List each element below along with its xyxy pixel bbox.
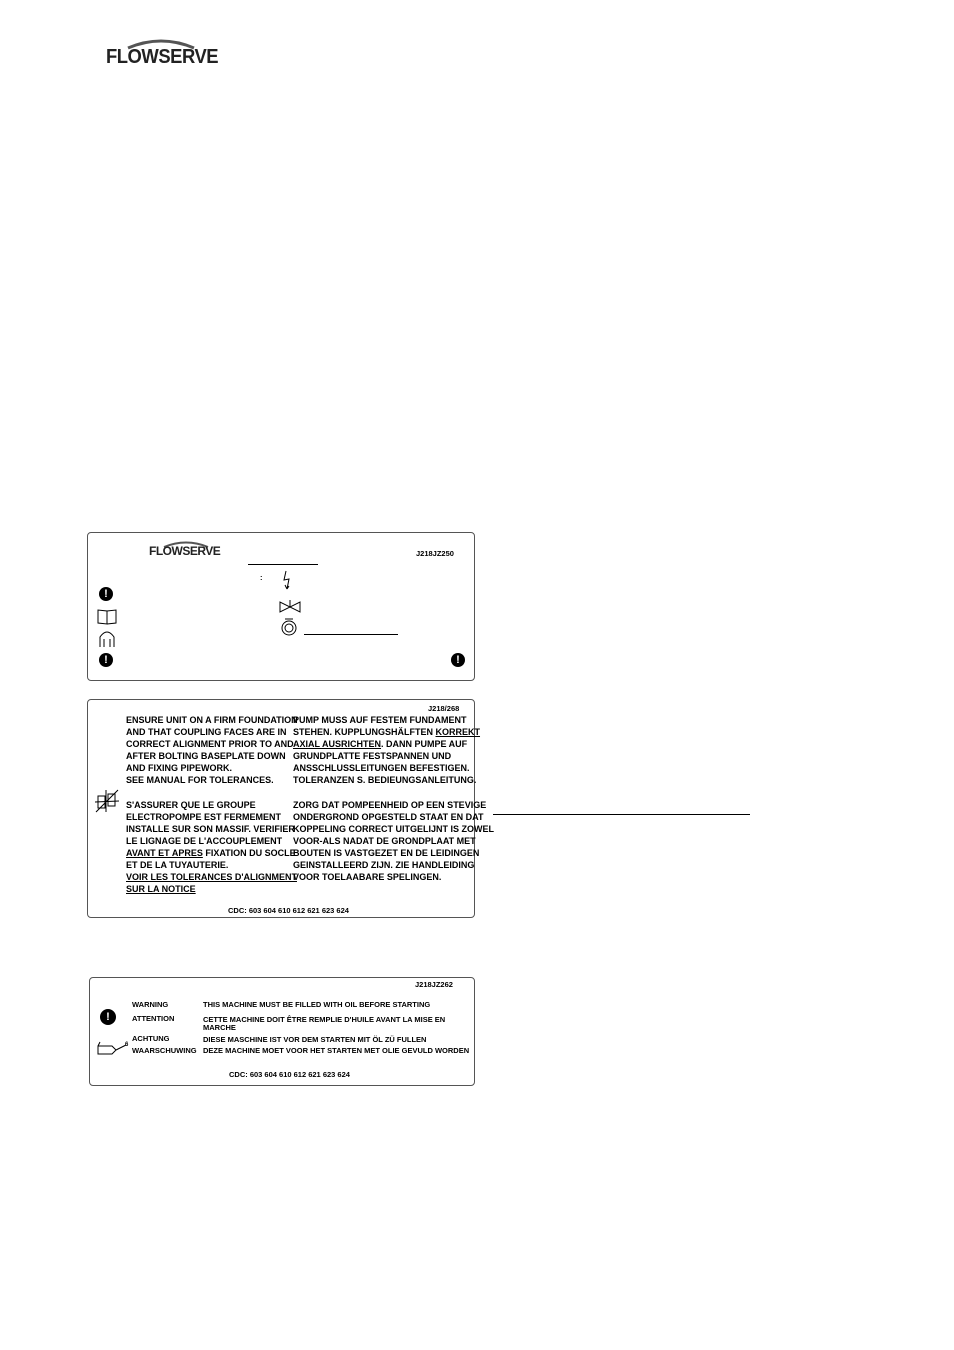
flowserve-logo — [106, 36, 219, 80]
plate-logo-text: FLOWSERVE — [149, 544, 221, 558]
warning-exclamation-icon: ! — [99, 587, 113, 601]
coupling-alignment-icon — [94, 788, 120, 814]
fr-text: FIXATION DU SOCLE — [202, 848, 296, 858]
plate-code: J218JZ262 — [415, 980, 453, 989]
colon-mark: : — [260, 573, 263, 582]
logo-text: FLOWSERVE — [106, 46, 219, 68]
de-line: GRUNDPLATTE FESTSPANNEN UND — [293, 751, 452, 761]
plate-code: J218JZ250 — [416, 549, 454, 558]
warning-exclamation-icon-right: ! — [451, 653, 465, 667]
blank-line-gauge — [304, 634, 398, 635]
waarschuwing-text: DEZE MACHINE MOET VOOR HET STARTEN MET OLIE GEVULD WORDEN — [203, 1046, 470, 1055]
waarschuwing-label: WAARSCHUWING — [132, 1046, 197, 1055]
fr-line: ELECTROPOMPE EST FERMEMENT — [126, 812, 282, 822]
de-text: . DANN PUMPE AUF — [381, 739, 468, 749]
de-underlined: AXIAL AUSRICHTEN — [293, 739, 382, 749]
de-text: STEHEN. KUPPLUNGSHÄLFTEN — [293, 727, 436, 737]
label-plate-j218jz262 — [89, 977, 475, 1086]
valve-icon — [278, 600, 302, 614]
de-line: TOLERANZEN S. BEDIEUNGSANLEITUNG. — [293, 775, 477, 785]
achtung-text: DIESE MASCHINE IST VOR DEM STARTEN MIT ÖL ZÜ FULLEN — [203, 1035, 427, 1044]
right-column-rule — [493, 814, 750, 815]
nl-line: BOUTEN IS VASTGEZET EN DE LEIDINGEN — [293, 848, 480, 858]
fr-line: SUR LA NOTICE — [126, 884, 196, 894]
en-line: AND FIXING PIPEWORK. — [126, 763, 233, 773]
nl-line: ONDERGROND OPGESTELD STAAT EN DAT — [293, 812, 484, 822]
electric-hazard-icon — [281, 570, 295, 592]
de-line — [293, 739, 467, 751]
nl-line: GEINSTALLEERD ZIJN. ZIE HANDLEIDING — [293, 860, 475, 870]
pressure-gauge-icon — [280, 618, 298, 636]
nl-line: KOPPELING CORRECT UITGELIJNT IS ZOWEL — [293, 824, 495, 834]
fr-line: VOIR LES TOLERANCES D'ALIGNMENT — [126, 872, 297, 882]
label-plate-j218-268 — [87, 699, 495, 918]
warning-exclamation-icon: ! — [99, 653, 113, 667]
cdc-codes: CDC: 603 604 610 612 621 623 624 — [228, 906, 349, 915]
blank-line-top — [248, 564, 318, 565]
oil-can-number: 6 — [125, 1042, 129, 1048]
fr-line — [126, 848, 296, 860]
label-plate-j218jz250 — [87, 532, 475, 681]
de-underlined: KORREKT — [435, 727, 481, 737]
attention-label: ATTENTION — [132, 1014, 175, 1023]
manual-book-icon — [97, 607, 119, 625]
nl-line: ZORG DAT POMPEENHEID OP EEN STEVIGE — [293, 800, 487, 810]
en-line: ENSURE UNIT ON A FIRM FOUNDATION — [126, 715, 298, 725]
coupling-guard-icon — [97, 629, 117, 649]
nl-line: VOOR TOELAABARE SPELINGEN. — [293, 872, 442, 882]
warning-exclamation-icon: ! — [100, 1009, 116, 1025]
en-line: SEE MANUAL FOR TOLERANCES. — [126, 775, 274, 785]
cdc-codes: CDC: 603 604 610 612 621 623 624 — [229, 1070, 350, 1079]
en-line: AND THAT COUPLING FACES ARE IN — [126, 727, 287, 737]
de-line: ANSSCHLUSSLEITUNGEN BEFESTIGEN. — [293, 763, 470, 773]
achtung-label: ACHTUNG — [132, 1034, 170, 1043]
fr-line: INSTALLE SUR SON MASSIF. VERIFIER — [126, 824, 295, 834]
fr-line: S'ASSURER QUE LE GROUPE — [126, 800, 256, 810]
attention-text: CETTE MACHINE DOIT ÊTRE REMPLIE D'HUILE AVANT LA MISE EN — [203, 1015, 446, 1024]
warning-label: WARNING — [132, 1000, 169, 1009]
de-line: PUMP MUSS AUF FESTEM FUNDAMENT — [293, 715, 467, 725]
warning-text: THIS MACHINE MUST BE FILLED WITH OIL BEFORE STARTING — [203, 1000, 431, 1009]
en-line: CORRECT ALIGNMENT PRIOR TO AND — [126, 739, 294, 749]
fr-line: ET DE LA TUYAUTERIE. — [126, 860, 229, 870]
fr-underlined: AVANT ET APRES — [126, 848, 203, 858]
en-line: AFTER BOLTING BASEPLATE DOWN — [126, 751, 286, 761]
attention-text-cont: MARCHE — [203, 1023, 236, 1032]
de-line — [293, 727, 480, 739]
plate-code: J218/268 — [428, 704, 460, 713]
nl-line: VOOR-ALS NADAT DE GRONDPLAAT MET — [293, 836, 476, 846]
fr-line: LE LIGNAGE DE L'ACCOUPLEMENT — [126, 836, 283, 846]
